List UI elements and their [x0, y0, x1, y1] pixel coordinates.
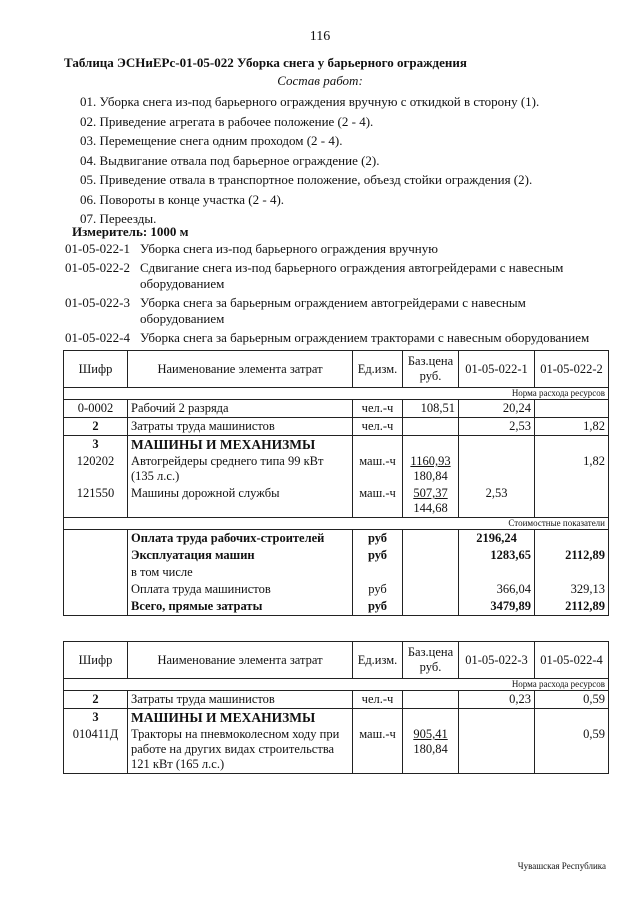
row-unit: чел.-ч: [353, 400, 403, 418]
footer-region: Чувашская Республика: [517, 861, 606, 871]
table-row: [64, 453, 609, 485]
section-name: МАШИНЫ И МЕХАНИЗМЫ: [128, 709, 353, 727]
code-desc: Уборка снега за барьерным ограждением тракторами с навесным оборудованием: [140, 329, 590, 345]
row-value-2: 1,82: [535, 453, 609, 485]
cost-unit: руб: [353, 530, 403, 548]
row-unit: маш.-ч: [353, 485, 403, 518]
code-desc: Уборка снега за барьерным ограждением автогрейдерами с навесным оборудованием: [140, 294, 526, 326]
section-code: 3: [64, 436, 128, 454]
work-item: 02. Приведение агрегата в рабочее положение (2 - 4).: [80, 113, 374, 129]
norm-band-row: [64, 388, 609, 400]
row-price: 108,51: [403, 400, 459, 418]
row-name: Рабочий 2 разряда: [128, 400, 353, 418]
cost-band-label: Стоимостные показатели: [64, 518, 609, 530]
row-code: 2: [64, 418, 128, 436]
section-name: МАШИНЫ И МЕХАНИЗМЫ: [128, 436, 353, 454]
row-value-2: [535, 400, 609, 418]
code-desc: Уборка снега из-под барьерного ограждения вручную: [140, 241, 438, 256]
table-row: [64, 418, 609, 436]
row-name: Машины дорожной службы: [128, 485, 353, 518]
cost-unit: руб: [353, 581, 403, 598]
work-item: 05. Приведение отвала в транспортное положение, объезд стойки ограждения (2).: [80, 172, 533, 187]
cost-name: Всего, прямые затраты: [128, 598, 353, 616]
code-item: [65, 295, 595, 328]
header-name: Наименование элемента затрат: [128, 642, 353, 679]
cost-unit: руб: [353, 598, 403, 616]
code-id: 01-05-022-3: [65, 294, 130, 310]
row-value-2: [535, 485, 609, 518]
row-value-1: [459, 726, 535, 774]
cost-row: [64, 581, 609, 598]
header-col-1: 01-05-022-3: [459, 642, 535, 679]
price-value: 905,41: [413, 727, 448, 741]
norm-band-row: [64, 679, 609, 691]
cost-value-1: 1283,65: [459, 547, 535, 564]
row-value-1: 2,53: [459, 418, 535, 436]
resources-table-2: [63, 641, 609, 774]
price-value: 507,37: [413, 486, 448, 500]
row-value-1: 0,23: [459, 691, 535, 709]
table-row: [64, 691, 609, 709]
work-item: 03. Перемещение снега одним проходом (2 - 4).: [80, 133, 343, 148]
row-code: 0-0002: [64, 400, 128, 418]
row-unit: маш.-ч: [353, 726, 403, 774]
section-row: [64, 709, 609, 727]
cost-value-2: 2112,89: [535, 547, 609, 564]
row-name: Затраты труда машинистов: [128, 418, 353, 436]
row-price: [403, 691, 459, 709]
table-header-row: [64, 351, 609, 388]
cost-value-2: [535, 530, 609, 548]
norm-band-label: Норма расхода ресурсов: [64, 388, 609, 400]
row-name: Затраты труда машинистов: [128, 691, 353, 709]
price-wage: 144,68: [413, 501, 448, 515]
row-unit: чел.-ч: [353, 691, 403, 709]
row-value-1: 2,53: [459, 485, 535, 518]
section-code: 3: [64, 709, 128, 727]
table-row: [64, 485, 609, 518]
row-code: 121550: [64, 485, 128, 518]
code-id: 01-05-022-1: [65, 241, 130, 256]
row-code: 010411Д: [64, 726, 128, 774]
work-item: 04. Выдвигание отвала под барьерное ограждение (2).: [80, 152, 380, 168]
header-col-2: 01-05-022-4: [535, 642, 609, 679]
page-number: 116: [309, 29, 331, 44]
row-code: 2: [64, 691, 128, 709]
cost-band-row: [64, 518, 609, 530]
header-code: Шифр: [64, 642, 128, 679]
code-item: [65, 241, 595, 258]
code-id: 01-05-022-4: [65, 329, 130, 345]
cost-name: Эксплуатация машин: [128, 547, 353, 564]
header-price: Баз.цена руб.: [403, 642, 459, 679]
norm-band-label: Норма расхода ресурсов: [64, 679, 609, 691]
code-item: [65, 330, 595, 347]
row-value-2: 1,82: [535, 418, 609, 436]
cost-row: [64, 547, 609, 564]
section-row: [64, 436, 609, 454]
cost-name: Оплата труда машинистов: [128, 581, 353, 598]
header-code: Шифр: [64, 351, 128, 388]
cost-row: [64, 530, 609, 548]
cost-unit: руб: [353, 547, 403, 564]
works-subtitle: Состав работ:: [277, 73, 363, 88]
header-col-1: 01-05-022-1: [459, 351, 535, 388]
cost-value-1: 2196,24: [459, 530, 535, 548]
row-price: [403, 453, 459, 485]
row-value-1: 20,24: [459, 400, 535, 418]
price-value: 1160,93: [410, 454, 451, 468]
table-header-row: [64, 642, 609, 679]
header-price: Баз.цена руб.: [403, 351, 459, 388]
work-item: 07. Переезды.: [80, 211, 157, 226]
header-unit: Ед.изм.: [353, 642, 403, 679]
cost-value-2: 2112,89: [535, 598, 609, 616]
resources-table-1: [63, 350, 609, 616]
cost-name: Оплата труда рабочих-строителей: [128, 530, 353, 548]
price-wage: 180,84: [413, 469, 448, 483]
code-desc: Сдвигание снега из-под барьерного ограждения автогрейдерами с навесным оборудованием: [140, 259, 564, 291]
cost-row: [64, 564, 609, 581]
row-unit: маш.-ч: [353, 453, 403, 485]
measure-unit: Измеритель: 1000 м: [72, 224, 189, 239]
row-value-2: 0,59: [535, 691, 609, 709]
row-code: 120202: [64, 453, 128, 485]
row-value-1: [459, 453, 535, 485]
cost-name: в том числе: [128, 564, 353, 581]
code-item: [65, 260, 595, 293]
row-price: [403, 485, 459, 518]
codes-list: [65, 241, 595, 348]
row-name: Автогрейдеры среднего типа 99 кВт (135 л.с.): [128, 453, 353, 485]
price-wage: 180,84: [413, 742, 448, 756]
header-name: Наименование элемента затрат: [128, 351, 353, 388]
cost-value-1: 366,04: [459, 581, 535, 598]
table-title: Таблица ЭСНиЕРс-01-05-022 Уборка снега у барьерного ограждения: [64, 55, 467, 70]
cost-value-1: 3479,89: [459, 598, 535, 616]
row-value-2: 0,59: [535, 726, 609, 774]
header-unit: Ед.изм.: [353, 351, 403, 388]
work-item: 06. Повороты в конце участка (2 - 4).: [80, 191, 285, 207]
row-name: Тракторы на пневмоколесном ходу при работе на других видах строительства 121 кВт (165 л.с.): [128, 726, 353, 774]
works-list: [80, 92, 539, 229]
row-price: [403, 726, 459, 774]
cost-row: [64, 598, 609, 616]
cost-value-2: 329,13: [535, 581, 609, 598]
work-item: 01. Уборка снега из-под барьерного ограждения вручную с откидкой в сторону (1).: [80, 94, 540, 109]
table-row: [64, 400, 609, 418]
row-price: [403, 418, 459, 436]
table-row: [64, 726, 609, 774]
code-id: 01-05-022-2: [65, 259, 130, 275]
row-unit: чел.-ч: [353, 418, 403, 436]
header-col-2: 01-05-022-2: [535, 351, 609, 388]
